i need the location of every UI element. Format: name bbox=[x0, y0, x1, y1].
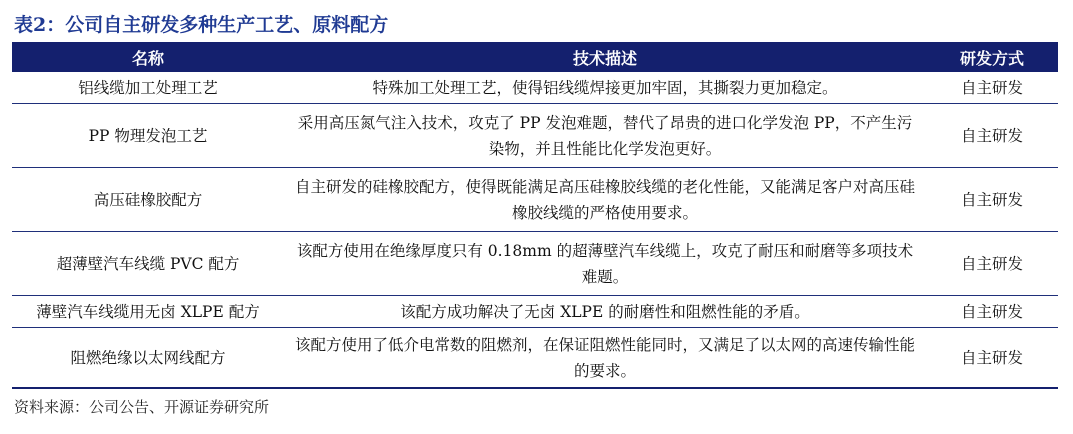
cell-method: 自主研发 bbox=[926, 328, 1058, 389]
cell-description: 该配方使用了低介电常数的阻燃剂，在保证阻燃性能同时，又满足了以太网的高速传输性能的要求。 bbox=[284, 328, 926, 389]
cell-name: PP 物理发泡工艺 bbox=[12, 104, 284, 168]
cell-method: 自主研发 bbox=[926, 232, 1058, 296]
cell-method: 自主研发 bbox=[926, 104, 1058, 168]
cell-name: 阻燃绝缘以太网线配方 bbox=[12, 328, 284, 389]
cell-description: 特殊加工处理工艺，使得铝线缆焊接更加牢固，其撕裂力更加稳定。 bbox=[284, 72, 926, 104]
table-row bbox=[12, 328, 1058, 389]
cell-description: 自主研发的硅橡胶配方，使得既能满足高压硅橡胶线缆的老化性能，又能满足客户对高压硅橡胶线缆的严格使用要求。 bbox=[284, 168, 926, 232]
header-name: 名称 bbox=[12, 42, 284, 72]
process-table bbox=[12, 42, 1058, 389]
table-row bbox=[12, 232, 1058, 296]
cell-description: 采用高压氮气注入技术，攻克了 PP 发泡难题，替代了昂贵的进口化学发泡 PP，不产生污染物，并且性能比化学发泡更好。 bbox=[284, 104, 926, 168]
source-note: 资料来源：公司公告、开源证券研究所 bbox=[14, 398, 270, 416]
cell-name: 高压硅橡胶配方 bbox=[12, 168, 284, 232]
cell-name: 超薄壁汽车线缆 PVC 配方 bbox=[12, 232, 284, 296]
table-row bbox=[12, 72, 1058, 104]
table-title: 表2：公司自主研发多种生产工艺、原料配方 bbox=[14, 14, 389, 36]
cell-name: 薄壁汽车线缆用无卤 XLPE 配方 bbox=[12, 296, 284, 328]
table-row bbox=[12, 104, 1058, 168]
cell-method: 自主研发 bbox=[926, 296, 1058, 328]
header-method: 研发方式 bbox=[926, 42, 1058, 72]
table-row bbox=[12, 168, 1058, 232]
cell-description: 该配方成功解决了无卤 XLPE 的耐磨性和阻燃性能的矛盾。 bbox=[284, 296, 926, 328]
table-row bbox=[12, 296, 1058, 328]
table-header-row bbox=[12, 42, 1058, 72]
cell-description: 该配方使用在绝缘厚度只有 0.18mm 的超薄壁汽车线缆上，攻克了耐压和耐磨等多项技术难题。 bbox=[284, 232, 926, 296]
cell-method: 自主研发 bbox=[926, 168, 1058, 232]
cell-method: 自主研发 bbox=[926, 72, 1058, 104]
header-description: 技术描述 bbox=[284, 42, 926, 72]
cell-name: 铝线缆加工处理工艺 bbox=[12, 72, 284, 104]
